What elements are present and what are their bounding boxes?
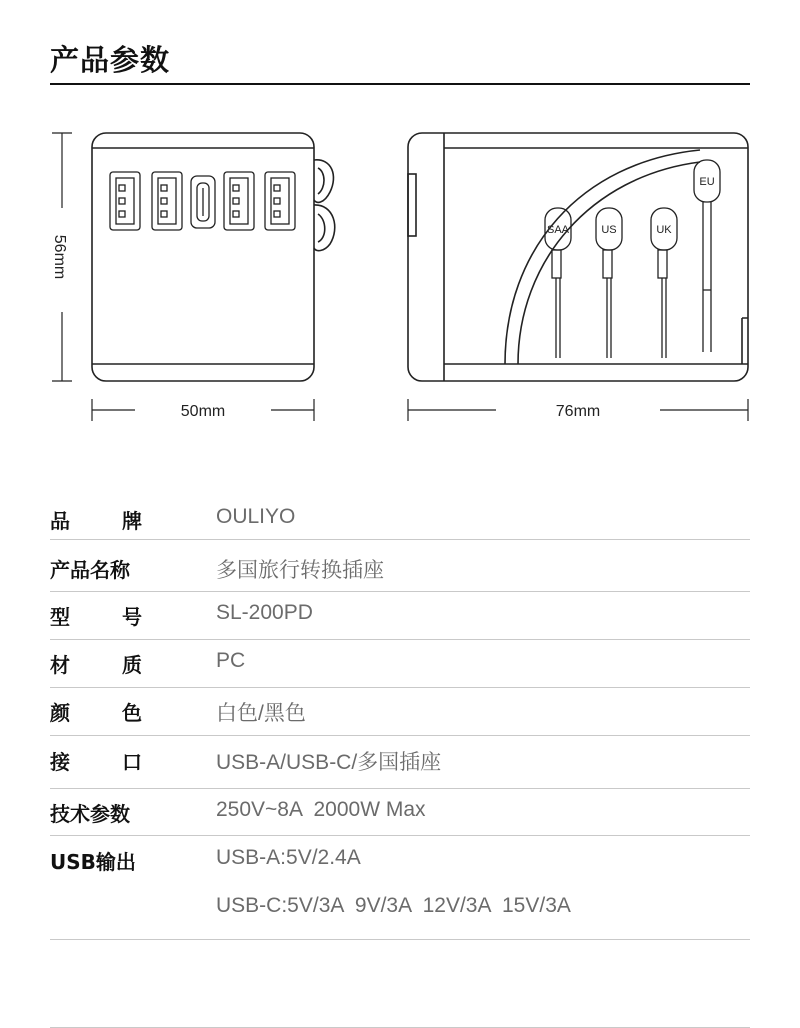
spec-label-part: 口 [122, 750, 142, 774]
spec-label-part: 技术参数 [50, 802, 130, 826]
spec-label [50, 505, 142, 534]
spec-value: USB-A/USB-C/多国插座 [216, 751, 442, 774]
spec-value: SL-200PD [216, 601, 313, 624]
spec-label-part: 产品名称 [50, 558, 130, 582]
spec-value: USB-C:5V/3A 9V/3A 12V/3A 15V/3A [216, 894, 571, 917]
plug-pin-eu [694, 160, 720, 352]
plug-label-saa: SAA [546, 224, 570, 236]
spec-label [50, 554, 142, 583]
spec-label-part: 接 [50, 750, 70, 774]
spec-label-part: 牌 [122, 509, 142, 533]
spec-label [50, 798, 142, 827]
usb-a-port [224, 172, 254, 230]
spec-label-part: USB输出 [50, 850, 136, 874]
spec-label [50, 697, 142, 726]
spec-label [50, 846, 142, 875]
spec-label-part: 材 [50, 653, 70, 677]
plug-label-eu: EU [699, 176, 715, 188]
spec-row [50, 540, 750, 592]
spec-label [50, 746, 142, 775]
spec-value: OULIYO [216, 505, 296, 528]
usb-c-port [191, 176, 215, 228]
spec-row [50, 592, 750, 640]
side-width-label: 76mm [555, 403, 601, 420]
spec-row [50, 640, 750, 688]
spec-row [50, 688, 750, 736]
product-dimension-diagram [0, 0, 800, 440]
usb-a-port [265, 172, 295, 230]
front-width-label: 50mm [180, 403, 226, 420]
spec-row [50, 836, 750, 940]
spec-label [50, 601, 142, 630]
spec-table [50, 495, 750, 940]
usb-a-port [110, 172, 140, 230]
plug-label-us: US [601, 224, 617, 236]
plug-label-uk: UK [656, 224, 672, 236]
spec-value: 多国旅行转换插座 [216, 559, 384, 582]
page-title: 产品参数 [50, 43, 171, 77]
spec-label-part: 型 [50, 605, 70, 629]
spec-row [50, 495, 750, 540]
spec-label-part: 质 [122, 653, 142, 677]
spec-value: USB-A:5V/2.4A [216, 846, 361, 869]
spec-value: 白色/黑色 [216, 702, 306, 725]
spec-label-part: 号 [122, 605, 142, 629]
adapter-side-view [408, 133, 748, 381]
height-label: 56mm [51, 234, 68, 280]
usb-a-port [152, 172, 182, 230]
spec-value: PC [216, 649, 246, 672]
spec-label [50, 649, 142, 678]
adapter-front-view [92, 133, 335, 381]
spec-label-part: 品 [50, 509, 70, 533]
spec-value: 250V~8A 2000W Max [216, 798, 426, 821]
spec-label-part: 色 [122, 701, 142, 725]
spec-label-part: 颜 [50, 701, 70, 725]
spec-row [50, 789, 750, 836]
spec-row [50, 736, 750, 789]
